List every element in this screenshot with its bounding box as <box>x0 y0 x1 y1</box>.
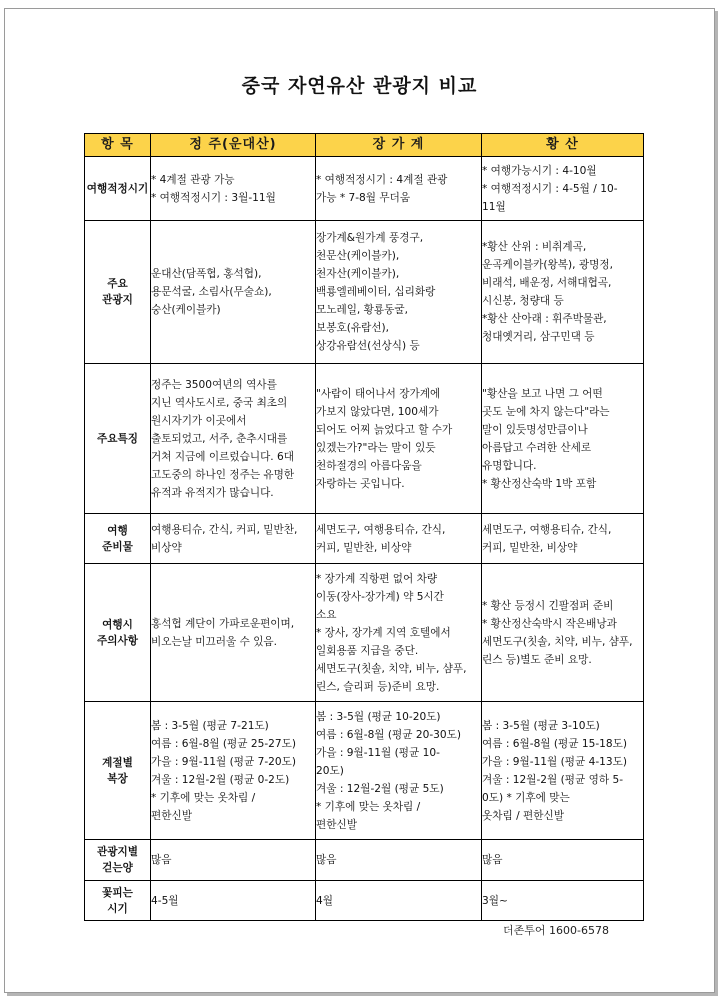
cell-zhengzhou: 정주는 3500여년의 역사를 지닌 역사도시로, 중국 최초의 원시자기가 이곳에서 출토되었고, 서주, 춘추시대를 거쳐 지금에 이르렀습니다. 6대 고도중의 하나인 정주는 유명한 유적과 유적지가 많습니다. <box>151 364 316 514</box>
cell-zhengzhou: 4-5월 <box>151 881 316 921</box>
header-row <box>85 134 644 157</box>
comparison-table <box>84 133 644 921</box>
row-label-seasonal-clothing: 계절별 복장 <box>85 702 151 840</box>
header-item: 항 목 <box>85 134 151 157</box>
cell-huangshan: 봄 : 3-5월 (평균 3-10도) 여름 : 6월-8월 (평균 15-18도) 가을 : 9월-11월 (평균 4-13도) 겨울 : 12월-2월 (평균 영하 5- 0도) * 기후에 맞는 옷차림 / 편한신발 <box>482 702 644 840</box>
table-row <box>85 702 644 840</box>
row-label-travel-season: 여행적정시기 <box>85 157 151 221</box>
table-row <box>85 564 644 702</box>
cell-zhengzhou: * 4계절 관광 가능 * 여행적정시기 : 3월-11월 <box>151 157 316 221</box>
header-huangshan: 황 산 <box>482 134 644 157</box>
cell-huangshan: *황산 산위 : 비취계곡, 운곡케이블카(왕복), 광명정, 비래석, 배운정, 서해대협곡, 시신봉, 청량대 등 *황산 산아래 : 휘주박물관, 청대옛거리, 삼구민댁 등 <box>482 221 644 364</box>
table-row <box>85 840 644 881</box>
cell-zhengzhou: 여행용티슈, 간식, 커피, 밑반찬, 비상약 <box>151 514 316 564</box>
cell-huangshan: 많음 <box>482 840 644 881</box>
cell-zhengzhou: 봄 : 3-5월 (평균 7-21도) 여름 : 6월-8월 (평균 25-27도) 가을 : 9월-11월 (평균 7-20도) 겨울 : 12월-2월 (평균 0-2도) * 기후에 맞는 옷차림 / 편한신발 <box>151 702 316 840</box>
table-row <box>85 157 644 221</box>
row-label-main-attractions: 주요 관광지 <box>85 221 151 364</box>
cell-zhangjiajie: "사람이 태어나서 장가계에 가보지 않았다면, 100세가 되어도 어찌 늙었다고 할 수가 있겠는가?"라는 말이 있듯 천하절경의 아름다움을 자랑하는 곳입니다. <box>316 364 482 514</box>
table-row <box>85 514 644 564</box>
cell-huangshan: 세면도구, 여행용티슈, 간식, 커피, 밑반찬, 비상약 <box>482 514 644 564</box>
header-zhengzhou: 정 주(운대산) <box>151 134 316 157</box>
row-label-travel-cautions: 여행시 주의사항 <box>85 564 151 702</box>
cell-zhangjiajie: 4월 <box>316 881 482 921</box>
cell-zhengzhou: 운대산(담폭협, 홍석협), 용문석굴, 소림사(무술쇼), 숭산(케이블카) <box>151 221 316 364</box>
cell-zhangjiajie: 봄 : 3-5월 (평균 10-20도) 여름 : 6월-8월 (평균 20-30도) 가을 : 9월-11월 (평균 10- 20도) 겨울 : 12월-2월 (평균 5도) * 기후에 맞는 옷차림 / 편한신발 <box>316 702 482 840</box>
contact-footer: 더존투어 1600-6578 <box>503 924 609 937</box>
cell-huangshan: * 여행가능시기 : 4-10월 * 여행적정시기 : 4-5월 / 10- 11월 <box>482 157 644 221</box>
cell-huangshan: 3월~ <box>482 881 644 921</box>
cell-zhengzhou: 홍석협 계단이 가파로운편이며, 비오는날 미끄러울 수 있음. <box>151 564 316 702</box>
cell-zhangjiajie: * 장가계 직항편 없어 차량 이동(장사-장가계) 약 5시간 소요 * 장사, 장가계 지역 호텔에서 일회용품 지급을 중단. 세면도구(칫솔, 치약, 비누, 샴푸, 린스, 슬리퍼 등)준비 요망. <box>316 564 482 702</box>
cell-huangshan: "황산을 보고 나면 그 어떤 곳도 눈에 차지 않는다"라는 말이 있듯명성만큼이나 아름답고 수려한 산세로 유명합니다. * 황산정산숙박 1박 포함 <box>482 364 644 514</box>
cell-zhangjiajie: 많음 <box>316 840 482 881</box>
cell-zhangjiajie: 장가계&원가계 풍경구, 천문산(케이블카), 천자산(케이블카), 백룡엘레베이터, 십리화랑 모노레일, 황룡동굴, 보봉호(유람선), 상강유람선(선상식) 등 <box>316 221 482 364</box>
table-row <box>85 221 644 364</box>
document-title: 중국 자연유산 관광지 비교 <box>241 75 478 97</box>
table-row <box>85 364 644 514</box>
row-label-walking-amount: 관광지별 걷는양 <box>85 840 151 881</box>
table-row <box>85 881 644 921</box>
header-zhangjiajie: 장 가 계 <box>316 134 482 157</box>
row-label-main-features: 주요특징 <box>85 364 151 514</box>
cell-zhangjiajie: 세면도구, 여행용티슈, 간식, 커피, 밑반찬, 비상약 <box>316 514 482 564</box>
row-label-blooming-season: 꽃피는 시기 <box>85 881 151 921</box>
cell-zhengzhou: 많음 <box>151 840 316 881</box>
cell-huangshan: * 황산 등정시 긴팔점퍼 준비 * 황산정산숙박시 작은배낭과 세면도구(칫솔, 치약, 비누, 샴푸, 린스 등)별도 준비 요망. <box>482 564 644 702</box>
document-page <box>4 8 715 993</box>
row-label-travel-supplies: 여행 준비물 <box>85 514 151 564</box>
cell-zhangjiajie: * 여행적정시기 : 4계절 관광 가능 * 7-8월 무더움 <box>316 157 482 221</box>
